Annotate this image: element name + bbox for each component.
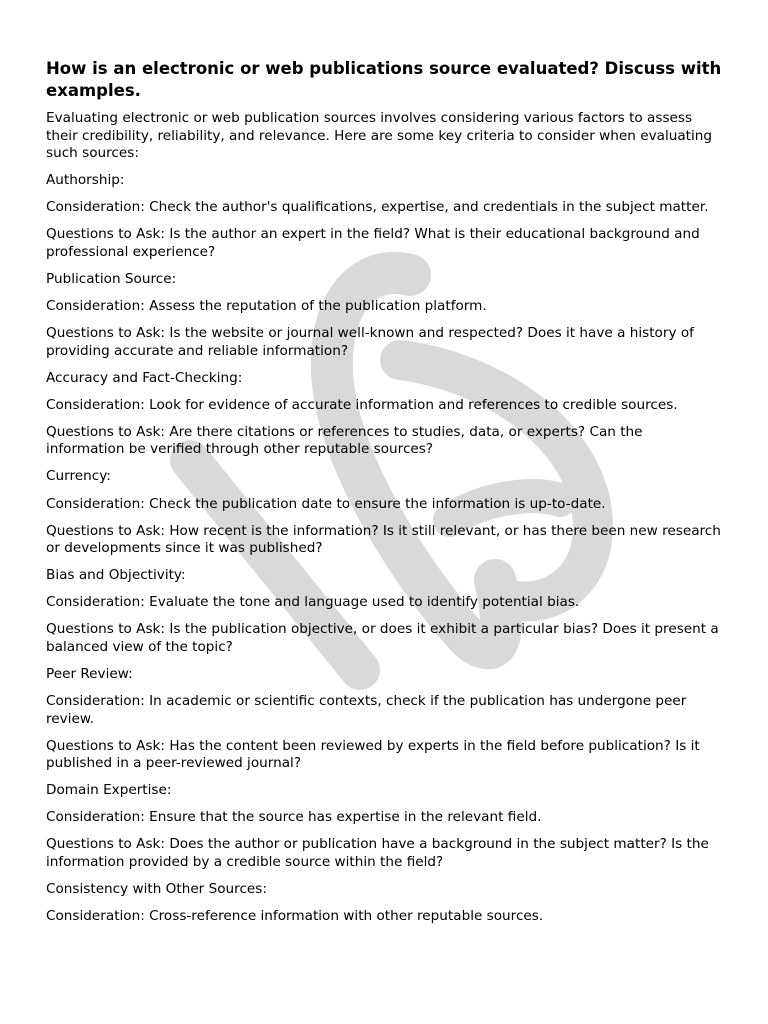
section-consideration: Consideration: Evaluate the tone and language used to identify potential bias. (46, 594, 580, 611)
section-questions: Questions to Ask: Is the author an expert in the field? What is their educational background and professional experience? (46, 226, 700, 260)
intro-paragraph: Evaluating electronic or web publication sources involves considering various factors to assess their credibility, reliability, and relevance. Here are some key criteria to consider when evaluating such sources: (46, 110, 713, 161)
section-heading: Authorship: (46, 172, 125, 189)
section-heading: Publication Source: (46, 270, 177, 287)
section-questions: Questions to Ask: Are there citations or references to studies, data, or experts? Can the information be verified through other reputable sources? (46, 423, 643, 458)
section-heading: Bias and Objectivity: (46, 567, 186, 584)
section-heading: Currency: (46, 468, 111, 485)
section-consideration: Consideration: Check the publication date to ensure the information is up-to-date. (46, 495, 606, 512)
section-consideration: Consideration: Cross-reference information with other reputable sources. (46, 908, 544, 925)
section-consideration: Consideration: Ensure that the source has expertise in the relevant field. (46, 809, 542, 826)
section-consideration: Consideration: In academic or scientific contexts, check if the publication has undergone peer review. (46, 693, 687, 727)
section-questions: Questions to Ask: Does the author or publication have a background in the subject matter? Is the information provided by a credible source within the field? (46, 836, 709, 870)
section-heading: Peer Review: (46, 666, 133, 682)
document-title: How is an electronic or web publications source evaluated? Discuss with examples. (46, 59, 722, 100)
section-questions: Questions to Ask: Is the publication objective, or does it exhibit a particular bias? Does it present a balanced view of the topic? (46, 621, 719, 655)
section-heading: Domain Expertise: (46, 782, 172, 799)
section-heading: Accuracy and Fact-Checking: (46, 369, 243, 386)
section-consideration: Consideration: Look for evidence of accurate information and references to credible sources. (46, 396, 678, 413)
section-consideration: Consideration: Check the author's qualifications, expertise, and credentials in the subject matter. (46, 199, 709, 216)
section-heading: Consistency with Other Sources: (46, 881, 267, 898)
section-questions: Questions to Ask: Is the website or journal well-known and respected? Does it have a history of providing accurate and reliable information? (46, 325, 694, 359)
section-questions: Questions to Ask: Has the content been reviewed by experts in the field before publication? Is it published in a peer-reviewed journal? (46, 737, 700, 772)
section-consideration: Consideration: Assess the reputation of the publication platform. (46, 297, 487, 314)
section-questions: Questions to Ask: How recent is the information? Is it still relevant, or has there been new research or developments since it was published? (46, 522, 721, 557)
